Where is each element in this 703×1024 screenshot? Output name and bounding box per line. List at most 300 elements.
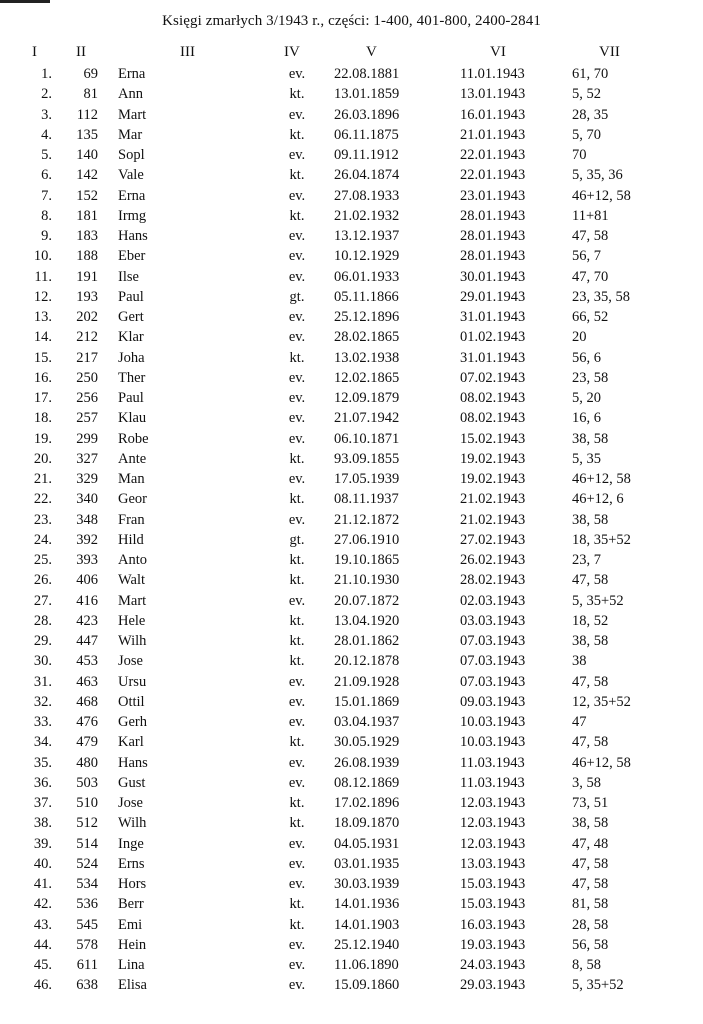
table-row: [0, 957, 703, 977]
codes-cell: 47, 58: [572, 228, 609, 244]
name-cell: Hein: [118, 936, 147, 953]
death-date-cell: 23.01.1943: [460, 187, 526, 204]
denomination-cell: ev.: [288, 977, 306, 994]
birth-date-cell: 11.06.1890: [334, 957, 399, 973]
name-cell: Mart: [118, 592, 147, 609]
table-row: [0, 167, 703, 187]
birth-date-cell: 12.09.1879: [334, 390, 400, 406]
record-number-cell: 545: [76, 916, 98, 933]
denomination-cell: ev.: [288, 430, 306, 447]
birth-date-cell: 25.12.1940: [334, 936, 400, 953]
table-row: [0, 107, 703, 127]
death-date-cell: 28.01.1943: [460, 248, 526, 265]
table-row: [0, 613, 703, 633]
column-header-iii: III: [180, 44, 195, 60]
death-date-cell: 27.02.1943: [460, 531, 526, 548]
table-row: [0, 188, 703, 208]
death-date-cell: 07.03.1943: [460, 633, 526, 649]
death-date-cell: 13.01.1943: [460, 86, 526, 103]
name-cell: Karl: [118, 734, 144, 751]
death-date-cell: 19.02.1943: [460, 450, 526, 467]
birth-date-cell: 21.10.1930: [334, 572, 400, 589]
record-number-cell: 250: [76, 369, 98, 386]
name-cell: Sopl: [118, 147, 145, 163]
denomination-cell: kt.: [289, 815, 305, 832]
record-number-cell: 453: [76, 653, 98, 670]
codes-cell: 46+12, 58: [572, 471, 631, 487]
row-number-cell: 27.: [33, 592, 52, 609]
record-number-cell: 611: [76, 957, 98, 973]
denomination-cell: ev.: [288, 309, 306, 325]
denomination-cell: kt.: [289, 572, 305, 589]
codes-cell: 28, 35: [572, 106, 609, 123]
table-row: [0, 552, 703, 572]
denomination-cell: kt.: [289, 633, 305, 649]
codes-cell: 3, 58: [572, 774, 601, 791]
denomination-cell: ev.: [288, 774, 306, 791]
record-number-cell: 329: [76, 471, 98, 487]
codes-cell: 18, 35+52: [572, 531, 631, 548]
record-number-cell: 142: [76, 167, 98, 184]
codes-cell: 46+12, 58: [572, 754, 631, 771]
codes-cell: 81, 58: [572, 896, 609, 913]
table-row: [0, 451, 703, 471]
row-number-cell: 33.: [33, 714, 52, 730]
table-row: [0, 370, 703, 390]
table-row: [0, 856, 703, 876]
birth-date-cell: 28.01.1862: [334, 633, 400, 649]
denomination-cell: ev.: [288, 390, 306, 406]
birth-date-cell: 06.11.1875: [334, 126, 399, 143]
birth-date-cell: 12.02.1865: [334, 369, 400, 386]
table-row: [0, 390, 703, 410]
record-number-cell: 480: [76, 754, 98, 771]
birth-date-cell: 14.01.1903: [334, 916, 400, 933]
birth-date-cell: 13.12.1937: [334, 228, 400, 244]
denomination-cell: ev.: [288, 592, 306, 609]
row-number-cell: 19.: [33, 430, 52, 447]
record-number-cell: 514: [76, 835, 98, 852]
codes-cell: 23, 7: [572, 552, 601, 568]
birth-date-cell: 13.01.1859: [334, 86, 400, 103]
birth-date-cell: 20.07.1872: [334, 592, 400, 609]
record-number-cell: 406: [76, 572, 98, 589]
codes-cell: 47, 48: [572, 835, 609, 852]
table-row: [0, 977, 703, 997]
death-date-cell: 03.03.1943: [460, 612, 526, 629]
codes-cell: 47, 58: [572, 572, 609, 589]
death-date-cell: 07.03.1943: [460, 653, 526, 670]
row-number-cell: 12.: [33, 288, 52, 305]
row-number-cell: 2.: [41, 86, 52, 103]
record-number-cell: 393: [76, 552, 98, 568]
name-cell: Wilh: [118, 815, 147, 832]
birth-date-cell: 17.02.1896: [334, 795, 400, 811]
denomination-cell: kt.: [289, 167, 305, 184]
denomination-cell: ev.: [288, 936, 306, 953]
death-date-cell: 22.01.1943: [460, 147, 526, 163]
birth-date-cell: 10.12.1929: [334, 248, 400, 265]
codes-cell: 5, 35, 36: [572, 167, 623, 184]
codes-cell: 38, 58: [572, 511, 609, 528]
death-date-cell: 30.01.1943: [460, 268, 526, 285]
denomination-cell: kt.: [289, 916, 305, 933]
table-row: [0, 127, 703, 147]
name-cell: Hild: [118, 531, 144, 548]
birth-date-cell: 17.05.1939: [334, 471, 400, 487]
row-number-cell: 42.: [33, 896, 52, 913]
death-date-cell: 11.01.1943: [460, 66, 525, 82]
row-number-cell: 30.: [33, 653, 52, 670]
row-number-cell: 22.: [33, 491, 52, 508]
birth-date-cell: 09.11.1912: [334, 147, 399, 163]
row-number-cell: 11.: [34, 268, 52, 285]
name-cell: Erna: [118, 187, 146, 204]
row-number-cell: 40.: [33, 855, 52, 872]
row-number-cell: 23.: [33, 511, 52, 528]
death-date-cell: 31.01.1943: [460, 349, 526, 366]
table-row: [0, 896, 703, 916]
record-number-cell: 463: [76, 673, 98, 690]
denomination-cell: ev.: [288, 410, 306, 427]
column-header-v: V: [366, 44, 377, 60]
codes-cell: 47, 70: [572, 268, 609, 285]
row-number-cell: 46.: [33, 977, 52, 994]
table-body: [0, 66, 703, 998]
table-row: [0, 876, 703, 896]
record-number-cell: 416: [76, 592, 98, 609]
codes-cell: 5, 35+52: [572, 977, 624, 994]
name-cell: Robe: [118, 430, 149, 447]
name-cell: Wilh: [118, 633, 147, 649]
codes-cell: 56, 58: [572, 936, 609, 953]
record-number-cell: 503: [76, 774, 98, 791]
death-date-cell: 21.02.1943: [460, 511, 526, 528]
table-row: [0, 917, 703, 937]
codes-cell: 12, 35+52: [572, 693, 631, 710]
birth-date-cell: 22.08.1881: [334, 66, 400, 82]
record-number-cell: 392: [76, 531, 98, 548]
record-number-cell: 188: [76, 248, 98, 265]
record-number-cell: 578: [76, 936, 98, 953]
denomination-cell: gt.: [289, 531, 305, 548]
death-date-cell: 08.02.1943: [460, 390, 526, 406]
name-cell: Man: [118, 471, 145, 487]
denomination-cell: kt.: [289, 349, 305, 366]
table-row: [0, 755, 703, 775]
denomination-cell: kt.: [289, 491, 305, 508]
codes-cell: 66, 52: [572, 309, 609, 325]
death-date-cell: 21.02.1943: [460, 491, 526, 508]
record-number-cell: 135: [76, 126, 98, 143]
table-row: [0, 289, 703, 309]
row-number-cell: 35.: [33, 754, 52, 771]
table-row: [0, 350, 703, 370]
death-date-cell: 12.03.1943: [460, 795, 526, 811]
birth-date-cell: 25.12.1896: [334, 309, 400, 325]
name-cell: Jose: [118, 795, 143, 811]
codes-cell: 47, 58: [572, 734, 609, 751]
denomination-cell: ev.: [288, 268, 306, 285]
denomination-cell: ev.: [288, 693, 306, 710]
table-row: [0, 653, 703, 673]
row-number-cell: 38.: [33, 815, 52, 832]
table-row: [0, 329, 703, 349]
codes-cell: 20: [572, 329, 587, 346]
record-number-cell: 524: [76, 855, 98, 872]
row-number-cell: 5.: [41, 147, 52, 163]
table-row: [0, 86, 703, 106]
table-row: [0, 269, 703, 289]
denomination-cell: ev.: [288, 876, 306, 892]
record-number-cell: 638: [76, 977, 98, 994]
row-number-cell: 10.: [33, 248, 52, 265]
row-number-cell: 32.: [33, 693, 52, 710]
death-date-cell: 24.03.1943: [460, 957, 526, 973]
table-row: [0, 147, 703, 167]
row-number-cell: 31.: [33, 673, 52, 690]
row-number-cell: 3.: [41, 106, 52, 123]
codes-cell: 28, 58: [572, 916, 609, 933]
row-number-cell: 20.: [33, 450, 52, 467]
record-number-cell: 257: [76, 410, 98, 427]
table-row: [0, 734, 703, 754]
row-number-cell: 44.: [33, 936, 52, 953]
codes-cell: 61, 70: [572, 66, 609, 82]
birth-date-cell: 30.05.1929: [334, 734, 400, 751]
name-cell: Gust: [118, 774, 146, 791]
birth-date-cell: 15.09.1860: [334, 977, 400, 994]
table-row: [0, 228, 703, 248]
birth-date-cell: 18.09.1870: [334, 815, 400, 832]
name-cell: Gert: [118, 309, 144, 325]
death-date-cell: 11.03.1943: [460, 754, 525, 771]
death-date-cell: 11.03.1943: [460, 774, 525, 791]
birth-date-cell: 14.01.1936: [334, 896, 400, 913]
row-number-cell: 41.: [33, 876, 52, 892]
name-cell: Hans: [118, 754, 148, 771]
table-row: [0, 309, 703, 329]
name-cell: Fran: [118, 511, 145, 528]
name-cell: Vale: [118, 167, 144, 184]
row-number-cell: 39.: [33, 835, 52, 852]
birth-date-cell: 06.01.1933: [334, 268, 400, 285]
row-number-cell: 17.: [33, 390, 52, 406]
record-number-cell: 447: [76, 633, 98, 649]
denomination-cell: kt.: [289, 126, 305, 143]
name-cell: Ann: [118, 86, 143, 103]
row-number-cell: 14.: [33, 329, 52, 346]
codes-cell: 16, 6: [572, 410, 601, 427]
death-date-cell: 15.03.1943: [460, 876, 526, 892]
column-header-vii: VII: [599, 44, 620, 60]
birth-date-cell: 28.02.1865: [334, 329, 400, 346]
record-number-cell: 340: [76, 491, 98, 508]
codes-cell: 5, 70: [572, 126, 601, 143]
codes-cell: 38, 58: [572, 430, 609, 447]
birth-date-cell: 08.12.1869: [334, 774, 400, 791]
name-cell: Paul: [118, 288, 144, 305]
death-date-cell: 28.01.1943: [460, 207, 526, 224]
denomination-cell: ev.: [288, 329, 306, 346]
table-row: [0, 815, 703, 835]
row-number-cell: 43.: [33, 916, 52, 933]
death-register-table: [0, 44, 703, 998]
death-date-cell: 28.01.1943: [460, 228, 526, 244]
denomination-cell: ev.: [288, 673, 306, 690]
table-row: [0, 208, 703, 228]
row-number-cell: 21.: [33, 471, 52, 487]
denomination-cell: ev.: [288, 754, 306, 771]
death-date-cell: 21.01.1943: [460, 126, 526, 143]
denomination-cell: ev.: [288, 471, 306, 487]
name-cell: Lina: [118, 957, 145, 973]
table-row: [0, 937, 703, 957]
name-cell: Ottil: [118, 693, 145, 710]
scan-corner-mark: [0, 0, 50, 3]
name-cell: Mart: [118, 106, 147, 123]
column-header-vi: VI: [490, 44, 506, 60]
codes-cell: 73, 51: [572, 795, 609, 811]
codes-cell: 47, 58: [572, 876, 609, 892]
name-cell: Elisa: [118, 977, 147, 994]
table-row: [0, 491, 703, 511]
table-row: [0, 633, 703, 653]
column-header-iv: IV: [284, 44, 300, 60]
codes-cell: 5, 52: [572, 86, 601, 103]
table-row: [0, 66, 703, 86]
name-cell: Geor: [118, 491, 147, 508]
table-row: [0, 694, 703, 714]
denomination-cell: ev.: [288, 248, 306, 265]
name-cell: Berr: [118, 896, 144, 913]
birth-date-cell: 27.08.1933: [334, 187, 400, 204]
name-cell: Ursu: [118, 673, 147, 690]
row-number-cell: 16.: [33, 369, 52, 386]
birth-date-cell: 30.03.1939: [334, 876, 400, 892]
death-date-cell: 12.03.1943: [460, 835, 526, 852]
row-number-cell: 29.: [33, 633, 52, 649]
birth-date-cell: 26.04.1874: [334, 167, 400, 184]
name-cell: Hele: [118, 612, 146, 629]
name-cell: Jose: [118, 653, 143, 670]
name-cell: Erna: [118, 66, 146, 82]
record-number-cell: 536: [76, 896, 98, 913]
row-number-cell: 28.: [33, 612, 52, 629]
row-number-cell: 25.: [33, 552, 52, 568]
name-cell: Joha: [118, 349, 145, 366]
birth-date-cell: 03.04.1937: [334, 714, 400, 730]
denomination-cell: kt.: [289, 552, 305, 568]
death-date-cell: 29.03.1943: [460, 977, 526, 994]
row-number-cell: 8.: [41, 207, 52, 224]
denomination-cell: ev.: [288, 187, 306, 204]
birth-date-cell: 21.07.1942: [334, 410, 400, 427]
denomination-cell: kt.: [289, 734, 305, 751]
record-number-cell: 534: [76, 876, 98, 892]
record-number-cell: 479: [76, 734, 98, 751]
death-date-cell: 16.01.1943: [460, 106, 526, 123]
table-row: [0, 674, 703, 694]
birth-date-cell: 21.02.1932: [334, 207, 400, 224]
birth-date-cell: 20.12.1878: [334, 653, 400, 670]
record-number-cell: 327: [76, 450, 98, 467]
row-number-cell: 4.: [41, 126, 52, 143]
record-number-cell: 183: [76, 228, 98, 244]
death-date-cell: 13.03.1943: [460, 855, 526, 872]
birth-date-cell: 03.01.1935: [334, 855, 400, 872]
codes-cell: 38, 58: [572, 815, 609, 832]
record-number-cell: 512: [76, 815, 98, 832]
denomination-cell: ev.: [288, 855, 306, 872]
codes-cell: 70: [572, 147, 587, 163]
death-date-cell: 15.02.1943: [460, 430, 526, 447]
death-date-cell: 29.01.1943: [460, 288, 526, 305]
name-cell: Hors: [118, 876, 147, 892]
record-number-cell: 510: [76, 795, 98, 811]
birth-date-cell: 13.02.1938: [334, 349, 400, 366]
table-row: [0, 248, 703, 268]
codes-cell: 23, 58: [572, 369, 609, 386]
death-date-cell: 16.03.1943: [460, 916, 526, 933]
codes-cell: 38, 58: [572, 633, 609, 649]
denomination-cell: ev.: [288, 147, 306, 163]
birth-date-cell: 93.09.1855: [334, 450, 400, 467]
codes-cell: 5, 35+52: [572, 592, 624, 609]
codes-cell: 46+12, 58: [572, 187, 631, 204]
codes-cell: 23, 35, 58: [572, 288, 630, 305]
name-cell: Irmg: [118, 207, 147, 224]
name-cell: Eber: [118, 248, 146, 265]
column-header-ii: II: [76, 44, 86, 60]
record-number-cell: 81: [83, 86, 98, 103]
birth-date-cell: 27.06.1910: [334, 531, 400, 548]
death-date-cell: 28.02.1943: [460, 572, 526, 589]
death-date-cell: 01.02.1943: [460, 329, 526, 346]
name-cell: Klar: [118, 329, 144, 346]
row-number-cell: 37.: [33, 795, 52, 811]
name-cell: Erns: [118, 855, 145, 872]
row-number-cell: 9.: [41, 228, 52, 244]
table-row: [0, 593, 703, 613]
denomination-cell: ev.: [288, 369, 306, 386]
denomination-cell: ev.: [288, 835, 306, 852]
death-date-cell: 31.01.1943: [460, 309, 526, 325]
birth-date-cell: 13.04.1920: [334, 612, 400, 629]
codes-cell: 47, 58: [572, 673, 609, 690]
record-number-cell: 181: [76, 207, 98, 224]
name-cell: Gerh: [118, 714, 147, 730]
record-number-cell: 202: [76, 309, 98, 325]
name-cell: Ante: [118, 450, 147, 467]
table-row: [0, 714, 703, 734]
page-title: Księgi zmarłych 3/1943 r., części: 1-400, 401-800, 2400-2841: [162, 13, 541, 29]
denomination-cell: kt.: [289, 896, 305, 913]
death-date-cell: 19.03.1943: [460, 936, 526, 953]
record-number-cell: 191: [76, 268, 98, 285]
table-row: [0, 572, 703, 592]
codes-cell: 8, 58: [572, 957, 601, 973]
denomination-cell: gt.: [289, 288, 305, 305]
row-number-cell: 24.: [33, 531, 52, 548]
name-cell: Paul: [118, 390, 144, 406]
denomination-cell: ev.: [288, 511, 306, 528]
record-number-cell: 256: [76, 390, 98, 406]
birth-date-cell: 15.01.1869: [334, 693, 400, 710]
row-number-cell: 1.: [41, 66, 52, 82]
codes-cell: 56, 6: [572, 349, 601, 366]
death-date-cell: 07.02.1943: [460, 369, 526, 386]
